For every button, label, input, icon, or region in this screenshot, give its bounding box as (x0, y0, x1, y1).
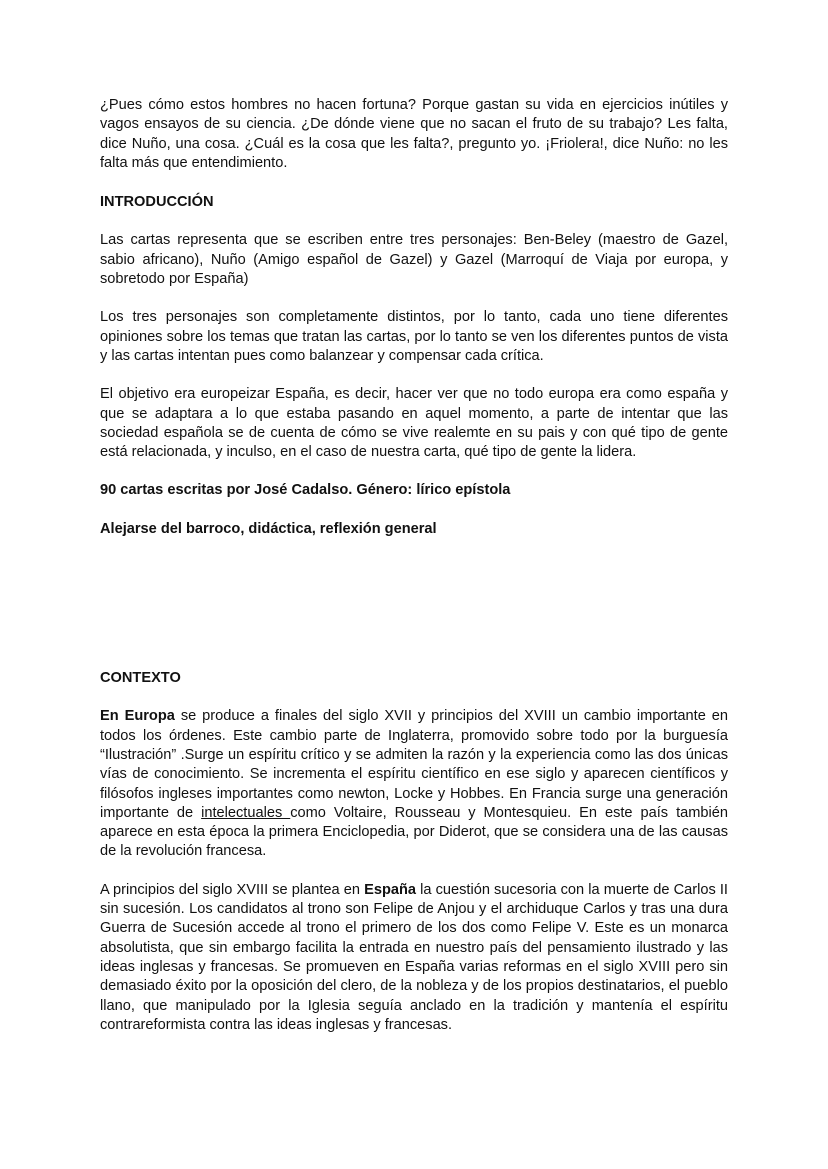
intro-bold-line-1: 90 cartas escritas por José Cadalso. Género: lírico epístola (100, 482, 511, 499)
heading-contexto: CONTEXTO (100, 670, 181, 687)
contexto-paragraph-1 (100, 707, 728, 861)
intro-paragraph-2: Los tres personajes son completamente distintos, por lo tanto, cada uno tiene diferentes opiniones sobre los temas que tratan las cartas, por lo tanto se ven los diferentes puntos de vista y las cartas intentan pues como balanzear y compensar cada crítica. (100, 309, 728, 364)
heading-introduccion: INTRODUCCIÓN (100, 194, 214, 211)
intro-paragraph-3: El objetivo era europeizar España, es decir, hacer ver que no todo europa era como españa y que se adaptara a lo que estaba pasando en aquel momento, a parte de intentar que las sociedad española se de cuenta de cómo se vive realemte en su pais y con qué tipo de gente está relacionada, y inculso, en el caso de nuestra carta, qué tipo de gente la lidera. (100, 386, 728, 461)
europa-bold-term: En Europa (100, 708, 175, 725)
intelectuales-link[interactable]: intelectuales (201, 804, 291, 821)
contexto-p1-text-b: como Voltaire, Rousseau y Montesquieu. En este país también aparece en esta época la primera Enciclopedia, por Diderot, que se considera una de las causas de la revolución francesa. (100, 804, 728, 860)
intro-bold-line-2: Alejarse del barroco, didáctica, reflexión general (100, 520, 437, 537)
contexto-p2-text-a: A principios del siglo XVIII se plantea en (100, 881, 365, 898)
intro-paragraph-1: Las cartas representa que se escriben entre tres personajes: Ben-Beley (maestro de Gazel, sabio africano), Nuño (Amigo español de Gazel) y Gazel (Marroquí de Viaja por europa, y sobretodo por España) (100, 232, 728, 288)
contexto-paragraph-2 (100, 881, 728, 1035)
contexto-p1-text-a: se produce a finales del siglo XVII y principios del XVIII un cambio importante en todos los órdenes. Este cambio parte de Inglaterra, promovido sobre todo por la burguesía “Ilustración” .Surge un espíritu crítico y se admiten la razón y la experiencia como las dos únicas vías de conocimiento. Se incrementa el espíritu científico en ese siglo y aparecen científicos y filósofos ingleses importantes como newton, Locke y Hobbes. En Francia surge una generación importante de (100, 708, 728, 821)
contexto-p2-text-b: la cuestión sucesoria con la muerte de Carlos II sin sucesión. Los candidatos al trono son Felipe de Anjou y el archiduque Carlos y tras una dura Guerra de Sucesión accede al trono el primero de los dos como Felipe V. Este es un monarca absolutista, que sin embargo facilita la entrada en nuestro país del pensamiento ilustrado y las ideas inglesas y francesas. Se promueven en España varias reformas en el siglo XVIII pero sin demasiado éxito por la oposición del clero, de la nobleza y de los propios destinatarios, el pueblo llano, que manipulado por la Iglesia seguía anclado en la tradición y mantenía el espíritu contrareformista contra las ideas inglesas y francesas. (100, 881, 728, 1033)
espana-bold-term: España (364, 881, 417, 898)
document-page (100, 96, 728, 1035)
opening-quote: ¿Pues cómo estos hombres no hacen fortuna? Porque gastan su vida en ejercicios inútiles y vagos ensayos de su ciencia. ¿De dónde viene que no sacan el fruto de su trabajo? Les falta, dice Nuño, una cosa. ¿Cuál es la cosa que les falta?, pregunto yo. ¡Friolera!, dice Nuño: no les falta más que entendimiento. (100, 97, 728, 171)
